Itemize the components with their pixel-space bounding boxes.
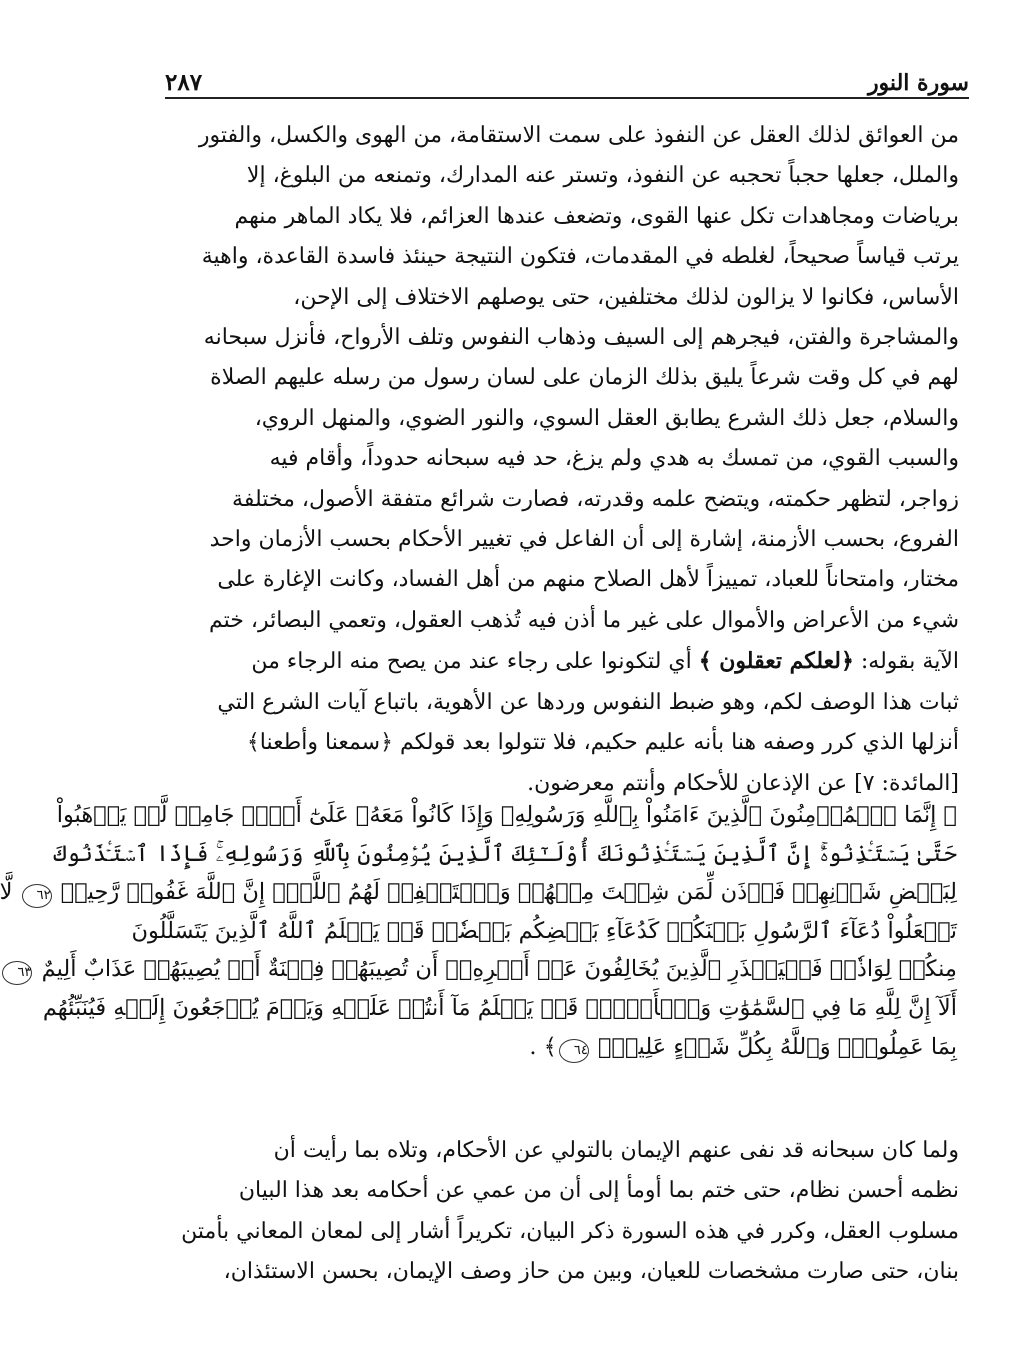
verse-text: ﴾ . — [529, 1033, 557, 1060]
verse-line — [17, 950, 957, 989]
running-head — [165, 56, 969, 94]
verse-line: حَتَّىٰ يَسۡتَـٔۡذِنُوهُۚ إِنَّ ٱلَّذِينَ يَسۡتَـٔۡذِنُونَكَ أُوْلَـٰٓئِكَ ٱلَّذِينَ يُؤۡمِنُونَ بِٱللَّهِ وَرَسُولِهِۦۚ فَإِذَا ٱسۡتَـٔۡذَنُوكَ — [53, 840, 957, 867]
text-line: من العوائق لذلك العقل عن النفوذ على سمت الاستقامة، من الهوى والكسل، والفتور — [198, 123, 959, 148]
text-line-with-quote — [168, 641, 959, 682]
text-line: ولما كان سبحانه قد نفى عنهم الإيمان بالتولي عن الأحكام، وتلاه بما رأيت أن — [273, 1138, 959, 1163]
commentary-paragraph-1 — [168, 116, 959, 804]
verse-line: أَلَآ إِنَّ لِلَّهِ مَا فِي ٱلسَّمَٰوَٰتِ وَٱلۡأَرۡضِۖ قَدۡ يَعۡلَمُ مَآ أَنتُمۡ عَلَيۡهِ وَيَوۡمَ يُرۡجَعُونَ إِلَيۡهِ فَيُنَبِّئُهُم — [42, 994, 957, 1021]
text-line: يرتب قياساً صحيحاً، لغلطه في المقدمات، فتكون النتيجة حينئذ فاسدة القاعدة، واهية — [201, 244, 959, 270]
verse-text: لِبَعۡضِ شَأۡنِهِمۡ فَأۡذَن لِّمَن شِئۡتَ مِنۡهُمۡ وَٱسۡتَغۡفِرۡ لَهُمُ ٱللَّهَۚ إِنَّ ٱللَّهَ غَفُورٞ رَّحِيمٞ — [60, 879, 957, 906]
quran-quote: ﴿لعلكم تعقلون ﴾ — [698, 648, 854, 675]
line-text: الآية بقوله: — [860, 649, 959, 675]
commentary-paragraph-2 — [168, 1131, 959, 1293]
verse-text: مِنكُمۡ لِوَاذٗاۚ فَلۡيَحۡذَرِ ٱلَّذِينَ يُخَالِفُونَ عَنۡ أَمۡرِهِۦٓ أَن تُصِيبَهُمۡ فِتۡنَةٌ أَوۡ يُصِيبَهُمۡ عَذَابٌ أَلِيمٌ — [41, 956, 957, 983]
verse-number-63: ٦٣ — [2, 961, 32, 985]
quran-verses — [0, 796, 957, 1066]
verse-line — [0, 873, 957, 912]
text-line: برياضات ومجاهدات تكل عنها القوى، وتضعف عندها العزائم، فلا يكاد الماهر منهم — [234, 203, 959, 229]
verse-line — [173, 1028, 957, 1067]
text-line: ثبات هذا الوصف لكم، وهو ضبط النفوس وردها عن الأهوية، باتباع آيات الشرع التي — [217, 689, 959, 715]
text-line: [المائدة: ٧] عن الإذعان للأحكام وأنتم معرضون. — [527, 770, 959, 796]
text-line: أنزلها الذي كرر وصفه هنا بأنه عليم حكيم، فلا تتولوا بعد قولكم ﴿سمعنا وأطعنا﴾ — [246, 730, 959, 756]
line-text: أي لتكونوا على رجاء عند من يصح منه الرجاء من — [251, 649, 692, 675]
verse-number-64: ٦٤ — [559, 1039, 589, 1063]
verse-text: لَّا — [0, 879, 13, 906]
text-line: مسلوب العقل، وكرر في هذه السورة ذكر البيان، تكريراً أشار إلى لمعان المعاني بأمتن — [181, 1218, 959, 1244]
verse-text: بِمَا عَمِلُواْۗ وَٱللَّهُ بِكُلِّ شَيۡءٍ عَلِيمُۢ — [598, 1033, 957, 1060]
text-line: والملل، جعلها حجباً تحجبه عن النفوذ، وتستر عنه المدارك، وتمنعه من البلوغ، إلا — [246, 163, 959, 189]
text-line: والمشاجرة والفتن، فيجرهم إلى السيف وذهاب النفوس وتلف الأرواح، فأنزل سبحانه — [203, 325, 959, 351]
verse-number-62: ٦٢ — [22, 884, 52, 908]
text-line: الأساس، فكانوا لا يزالون لذلك مختلفين، حتى يوصلهم الاختلاف إلى الإحن، — [293, 284, 959, 310]
header-rule — [165, 97, 969, 99]
surah-title: سورة النور — [867, 70, 969, 96]
text-line: شيء من الأعراض والأموال على غير ما أذن فيه تُذهب العقول، وتعمي البصائر، ختم — [208, 607, 959, 633]
text-line: الفروع، بحسب الأزمنة، إشارة إلى أن الفاعل في تغيير الأحكام بحسب الأزمان واحد — [209, 527, 959, 553]
verse-line: تَجۡعَلُواْ دُعَآءَ ٱلرَّسُولِ بَيۡنَكُمۡ كَدُعَآءِ بَعۡضِكُم بَعۡضٗاۚ قَدۡ يَعۡلَمُ ٱللَّهُ ٱلَّذِينَ يَتَسَلَّلُونَ — [131, 917, 957, 944]
text-line: نظمه أحسن نظام، حتى ختم بما أومأ إلى أن من عمي عن أحكامه بعد هذا البيان — [238, 1178, 959, 1204]
text-line: زواجر، لتظهر حكمته، ويتضح علمه وقدرته، فصارت شرائع متفقة الأصول، مختلفة — [232, 486, 959, 512]
text-line: والسبب القوي، من تمسك به هدي ولم يزغ، حد فيه سبحانه حدوداً، وأقام فيه — [269, 446, 959, 472]
verse-line: ﴿ إِنَّمَا ٱلۡمُؤۡمِنُونَ ٱلَّذِينَ ءَامَنُواْ بِٱللَّهِ وَرَسُولِهِۦ وَإِذَا كَانُواْ مَعَهُۥ عَلَىٰٓ أَمۡرٖ جَامِعٖ لَّمۡ يَذۡهَبُواْ — [56, 802, 957, 828]
text-line: بنان، حتى صارت مشخصات للعيان، وبين من حاز وصف الإيمان، بحسن الاستئذان، — [223, 1259, 959, 1285]
text-line: والسلام، جعل ذلك الشرع يطابق العقل السوي، والنور الضوي، والمنهل الروي، — [254, 405, 959, 431]
page-number: ٢٨٧ — [165, 69, 203, 96]
text-line: لهم في كل وقت شرعاً يليق بذلك الزمان على لسان رسول من رسله عليهم الصلاة — [210, 365, 959, 391]
text-line: مختار، وامتحاناً للعباد، تمييزاً لأهل الصلاح منهم من أهل الفساد، وكانت الإغارة على — [217, 567, 959, 593]
